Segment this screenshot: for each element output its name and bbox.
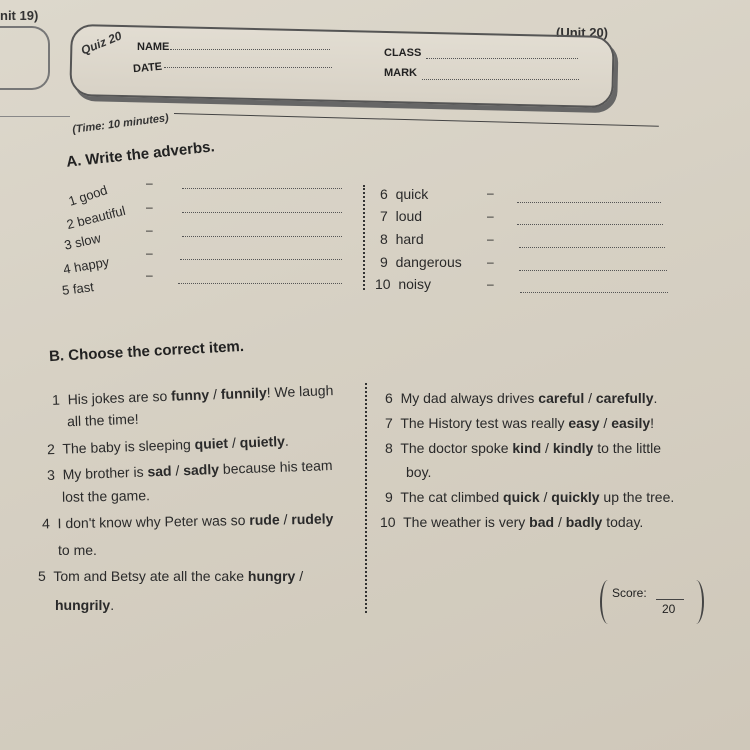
question-item: 3 My brother is sad / sadly because his team bbox=[46, 457, 333, 483]
list-item: 5 fast bbox=[61, 279, 95, 298]
dash: – bbox=[146, 176, 153, 190]
quiz-label: Quiz 20 bbox=[78, 28, 124, 58]
question-continuation: hungrily. bbox=[55, 597, 115, 613]
score-paren-right bbox=[688, 580, 704, 624]
section-b-title: B. Choose the correct item. bbox=[48, 337, 245, 366]
list-item: 9 dangerous bbox=[380, 254, 462, 270]
score-box bbox=[600, 578, 704, 628]
answer-field[interactable] bbox=[517, 202, 661, 203]
question-continuation: lost the game. bbox=[61, 487, 151, 505]
question-item: 9 The cat climbed quick / quickly up the tree. bbox=[385, 489, 675, 505]
answer-field[interactable] bbox=[182, 188, 342, 189]
time-label: (Time: 10 minutes) bbox=[71, 112, 170, 136]
answer-field[interactable] bbox=[182, 236, 342, 237]
dash: – bbox=[146, 246, 153, 260]
prev-page-edge bbox=[0, 26, 50, 90]
question-item: 1 His jokes are so funny / funnily! We laugh bbox=[51, 382, 334, 408]
answer-field[interactable] bbox=[519, 247, 665, 248]
list-item: 8 hard bbox=[380, 231, 424, 247]
answer-field[interactable] bbox=[178, 283, 342, 284]
question-item: 10 The weather is very bad / badly today. bbox=[380, 514, 644, 530]
question-item: 4 I don't know why Peter was so rude / rudely bbox=[41, 510, 334, 532]
score-blank[interactable] bbox=[656, 599, 684, 600]
list-item: 3 slow bbox=[62, 230, 103, 253]
list-item: 6 quick bbox=[380, 186, 429, 202]
class-label: CLASS bbox=[384, 47, 422, 59]
question-continuation: all the time! bbox=[66, 410, 139, 430]
question-item: 2 The baby is sleeping quiet / quietly. bbox=[46, 432, 289, 458]
name-field[interactable] bbox=[170, 49, 330, 50]
answer-field[interactable] bbox=[180, 259, 342, 260]
time-rule bbox=[174, 113, 659, 127]
answer-field[interactable] bbox=[519, 270, 667, 271]
list-item: 2 beautiful bbox=[65, 202, 127, 233]
list-item: 7 loud bbox=[380, 208, 423, 224]
answer-field[interactable] bbox=[520, 292, 668, 293]
date-field[interactable] bbox=[164, 67, 332, 68]
prev-unit-label: nit 19) bbox=[0, 8, 39, 23]
mark-field[interactable] bbox=[422, 79, 579, 80]
answer-field[interactable] bbox=[182, 212, 342, 213]
dash: – bbox=[487, 255, 494, 269]
dash: – bbox=[146, 200, 153, 214]
list-item: 10 noisy bbox=[375, 276, 432, 292]
dash: – bbox=[146, 223, 153, 237]
score-total: 20 bbox=[662, 602, 676, 616]
question-item: 8 The doctor spoke kind / kindly to the little bbox=[385, 440, 662, 456]
dash: – bbox=[487, 209, 494, 223]
dash: – bbox=[487, 277, 494, 291]
dash: – bbox=[146, 268, 153, 282]
section-b-divider bbox=[365, 383, 367, 613]
date-label: DATE bbox=[132, 60, 163, 76]
unit-label: (Unit 20) bbox=[556, 25, 608, 40]
question-item: 5 Tom and Betsy ate all the cake hungry / bbox=[38, 568, 304, 584]
question-item: 6 My dad always drives careful / carefully. bbox=[385, 390, 658, 406]
answer-field[interactable] bbox=[517, 224, 663, 225]
list-item: 4 happy bbox=[62, 254, 111, 277]
dash: – bbox=[487, 186, 494, 200]
section-a-divider bbox=[363, 185, 365, 290]
name-label: NAME bbox=[137, 41, 170, 53]
question-continuation: boy. bbox=[406, 464, 432, 480]
prev-page-rule bbox=[0, 116, 70, 117]
list-item: 1 good bbox=[66, 182, 110, 209]
class-field[interactable] bbox=[426, 58, 578, 59]
mark-label: MARK bbox=[384, 67, 417, 79]
question-continuation: to me. bbox=[58, 542, 97, 558]
dash: – bbox=[487, 232, 494, 246]
question-item: 7 The History test was really easy / easily! bbox=[385, 415, 655, 431]
section-a-title: A. Write the adverbs. bbox=[65, 138, 216, 171]
score-label: Score: bbox=[612, 586, 647, 600]
